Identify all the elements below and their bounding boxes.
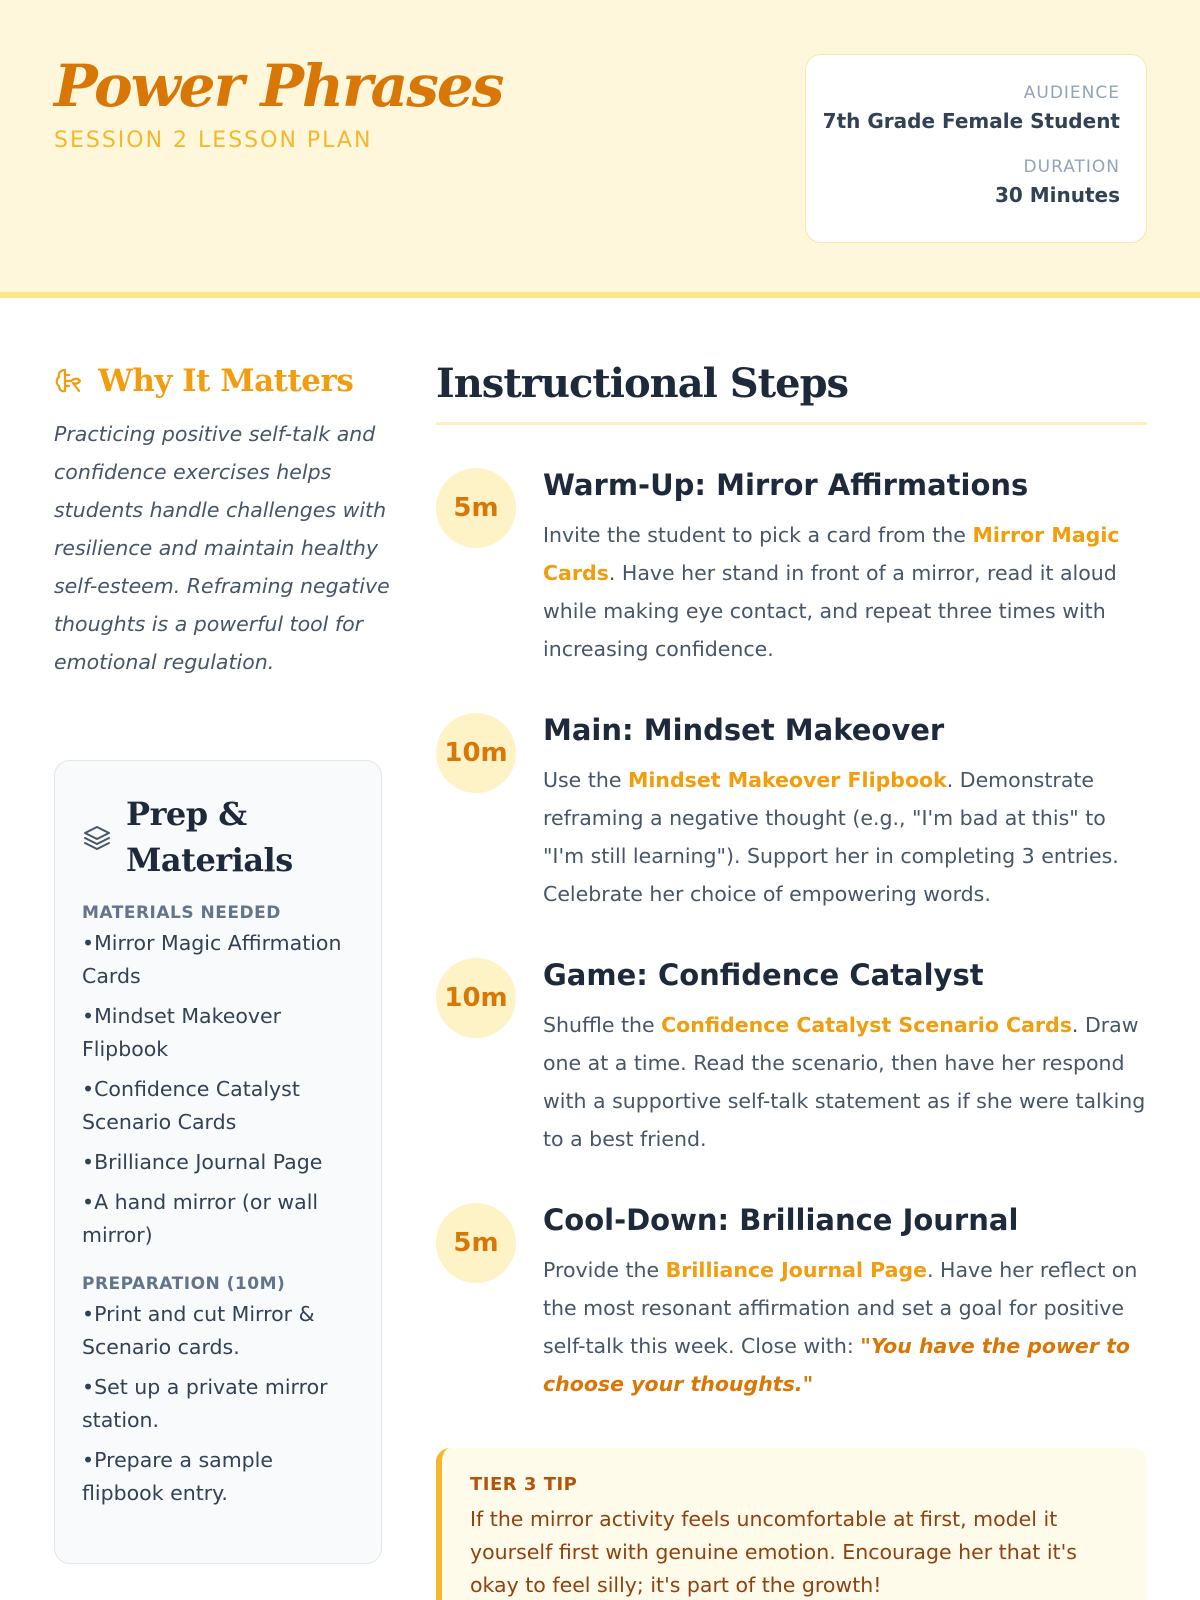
preparation-item: • Set up a private mirror station. [82,1371,357,1437]
step-text-before: Use the [543,768,628,792]
prep-materials-body [82,903,357,1517]
step-text-after: . Have her stand in front of a mirror, read it aloud while making eye contact, and repeat three times with increasing confidence. [543,561,1117,661]
step-text-before: Provide the [543,1258,666,1282]
tip-label: TIER 3 TIP [470,1474,578,1495]
page-subtitle: SESSION 2 LESSON PLAN [54,128,373,153]
tip-text: If the mirror activity feels uncomfortable at first, model it yourself first with genuine emotion. Encourage her that it's okay to feel silly; it's part of the growth! [470,1507,1077,1597]
prep-materials-card [54,760,382,1564]
step-material-highlight: Confidence Catalyst Scenario Cards [661,1013,1072,1037]
step-duration-badge: 10m [436,958,516,1038]
materials-label: MATERIALS NEEDED [82,903,281,923]
why-it-matters-heading [54,360,353,402]
material-item: • A hand mirror (or wall mirror) [82,1186,357,1252]
why-it-matters-text: Practicing positive self-talk and confidence exercises helps students handle challenges with resilience and maintain healthy self-esteem. Reframing negative thoughts is a powerful tool for emotional regulation. [54,422,390,674]
step-description [543,1251,1147,1403]
prep-materials-title: Prep & Materials [126,795,293,879]
layers-icon [82,821,112,853]
step-text-before: Shuffle the [543,1013,662,1037]
closing-quote: "You have the power to choose your thoughts." [543,1334,1130,1396]
steps-divider [436,422,1147,425]
step-duration-badge: 10m [436,713,516,793]
step-material-highlight: Brilliance Journal Page [665,1258,928,1282]
step-material-highlight: Mirror Magic Cards [543,523,1120,585]
duration-label: DURATION [1023,157,1120,177]
step-title: Game: Confidence Catalyst [543,958,984,992]
session-info-card [805,54,1147,243]
step-description [543,761,1147,913]
step-text-after: . Demonstrate reframing a negative thought (e.g., "I'm bad at this" to "I'm still learning"). Support her in completing 3 entries. Celebrate her choice of empowering words. [543,768,1119,906]
prep-materials-heading [82,791,293,883]
material-item: • Brilliance Journal Page [82,1146,357,1179]
step-material-highlight: Mindset Makeover Flipbook [627,768,947,792]
preparation-item: • Print and cut Mirror & Scenario cards. [82,1298,357,1364]
brain-icon [54,366,84,396]
step-text-after: . Draw one at a time. Read the scenario, then have her respond with a supportive self-talk statement as if she were talking to a best friend. [543,1013,1146,1151]
preparation-label: PREPARATION (10M) [82,1274,286,1294]
preparation-item: • Prepare a sample flipbook entry. [82,1444,357,1510]
step-duration-badge: 5m [436,468,516,548]
step-title: Main: Mindset Makeover [543,713,945,747]
audience-label: AUDIENCE [1023,83,1120,103]
step-description [543,1006,1147,1158]
header-banner [0,0,1200,298]
step-title: Warm-Up: Mirror Affirmations [543,468,1029,502]
step-title: Cool-Down: Brilliance Journal [543,1203,1019,1237]
page-title: Power Phrases [54,52,503,120]
tier-3-tip-callout [436,1448,1147,1600]
step-description [543,516,1147,668]
instructional-steps-title: Instructional Steps [436,360,849,407]
material-item: • Mindset Makeover Flipbook [82,1000,357,1066]
step-text-after: . Have her reflect on the most resonant affirmation and set a goal for positive self-talk this week. Close with: [543,1258,1138,1358]
material-item: • Mirror Magic Affirmation Cards [82,927,357,993]
audience-value: 7th Grade Female Student [822,109,1120,133]
step-duration-badge: 5m [436,1203,516,1283]
duration-value: 30 Minutes [994,183,1120,207]
material-item: • Confidence Catalyst Scenario Cards [82,1073,357,1139]
step-text-before: Invite the student to pick a card from the [543,523,973,547]
why-it-matters-title: Why It Matters [98,363,354,399]
